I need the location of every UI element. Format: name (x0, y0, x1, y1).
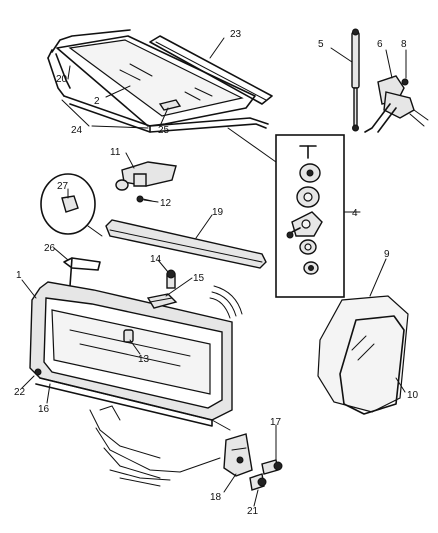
callout-27: 27 (57, 181, 69, 192)
callout-11: 11 (110, 147, 121, 158)
callout-6: 6 (377, 39, 383, 50)
hardware-kit-box (228, 128, 360, 297)
callout-19: 19 (212, 207, 224, 218)
callout-15: 15 (193, 273, 205, 284)
callout-26: 26 (44, 243, 56, 254)
callout-10: 10 (407, 390, 419, 401)
liftgate-support-strut (352, 29, 359, 131)
callout-4: 4 (352, 208, 358, 219)
callout-22: 22 (14, 387, 26, 398)
callout-1: 1 (16, 270, 22, 281)
callout-12: 12 (160, 198, 172, 209)
liftgate-hinge (365, 76, 428, 132)
callout-14: 14 (150, 254, 162, 265)
callout-9: 9 (384, 249, 390, 260)
callout-8: 8 (401, 39, 407, 50)
detail-callout-circle (41, 174, 102, 236)
trim-arc (210, 286, 242, 318)
lower-hinge-assembly (90, 406, 282, 490)
callout-25: 25 (158, 125, 170, 136)
callout-20: 20 (56, 74, 68, 85)
callout-16: 16 (38, 404, 50, 415)
callout-5: 5 (318, 39, 324, 50)
callout-2: 2 (94, 96, 100, 107)
header-bar (106, 220, 266, 268)
upper-glass-frame (48, 30, 272, 132)
callout-24: 24 (71, 125, 83, 136)
callout-17: 17 (270, 417, 282, 428)
rearview-mirror (116, 162, 176, 202)
callout-21: 21 (247, 506, 259, 517)
callout-23: 23 (230, 29, 242, 40)
callout-18: 18 (210, 492, 222, 503)
quarter-window (318, 296, 408, 414)
callout-13: 13 (138, 354, 150, 365)
